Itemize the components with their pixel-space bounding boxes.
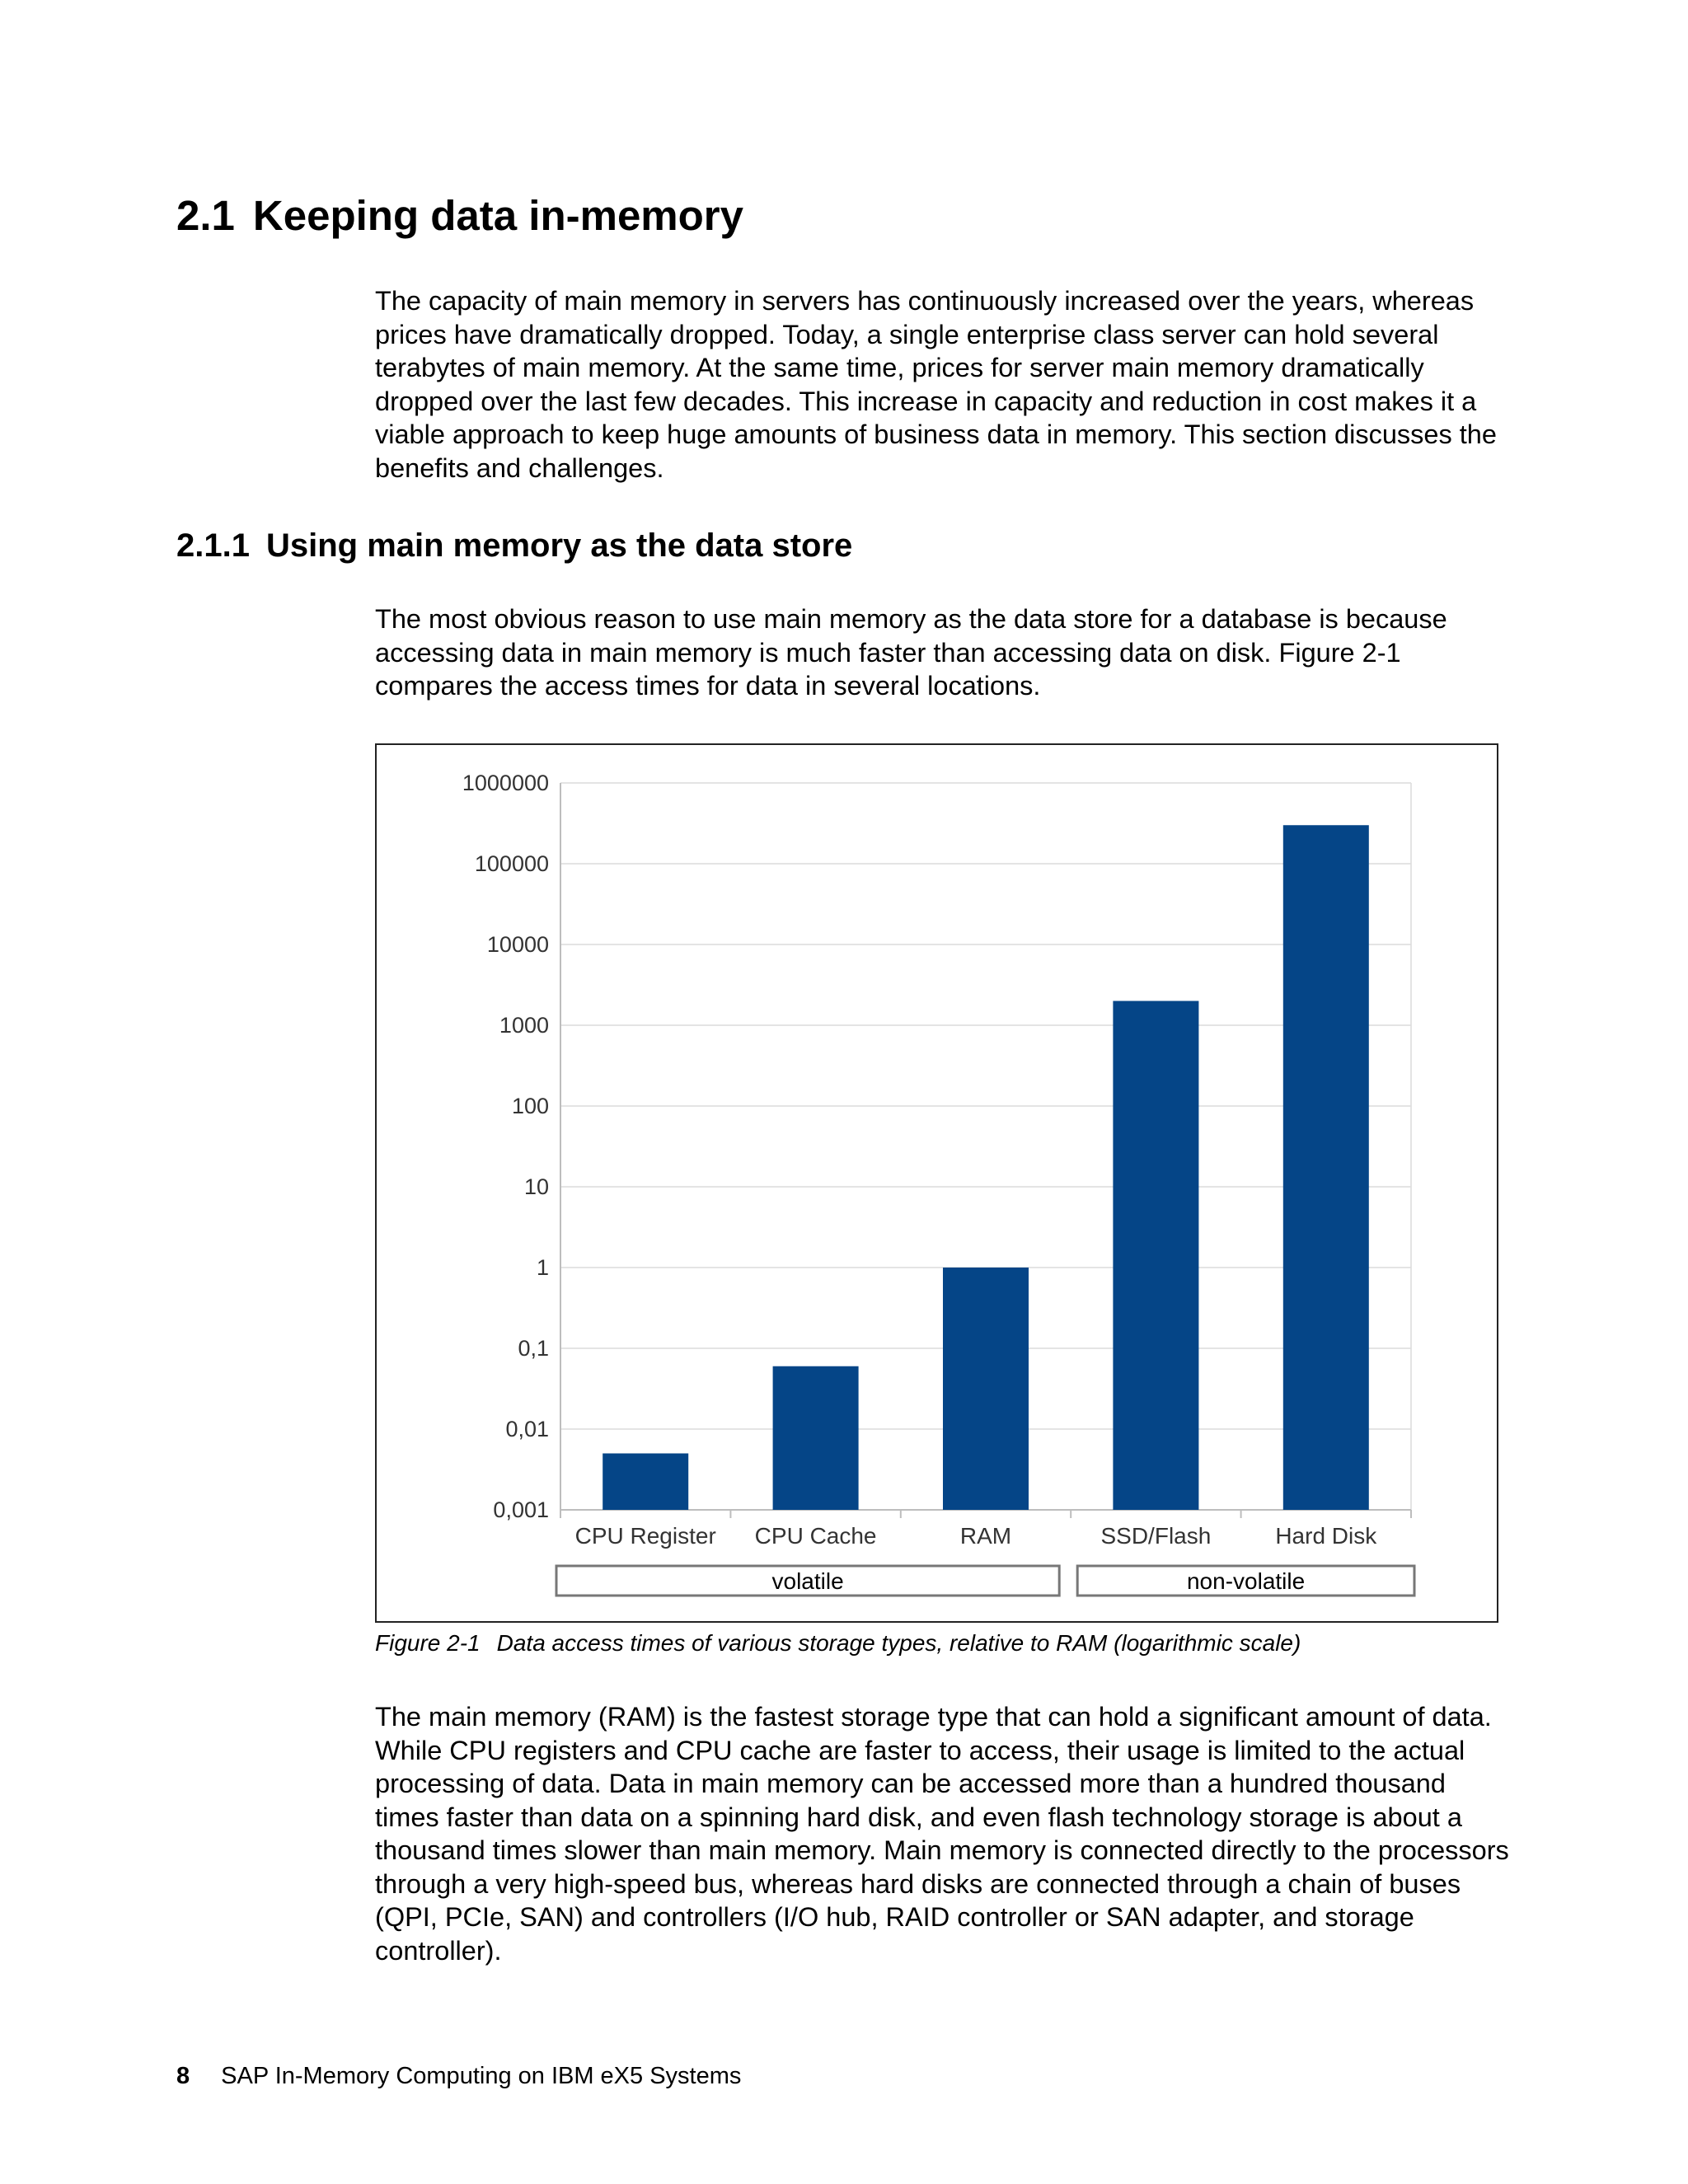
section-title: Keeping data in-memory: [252, 192, 744, 239]
subsection-paragraph: The most obvious reason to use main memory as the data store for a database is because accessing data in main memory is much faster than accessing data on disk. Figure 2-1 compares the access times for data in several locations.: [375, 604, 1447, 701]
section-paragraph: The capacity of main memory in servers has continuously increased over the years, whereas prices have dramatically dropped. Today, a single enterprise class server can hold several terabytes of main memory. At the same time, prices for server main memory dramatically dropped over the last few decades. This increase in capacity and reduction in cost makes it a viable approach to keep huge amounts of business data in memory. This section discusses the benefits and challenges.: [375, 286, 1497, 483]
bar-ssd-flash: [1113, 1001, 1198, 1510]
y-tick-label: 100: [511, 1094, 549, 1118]
figure-frame: [375, 743, 1498, 1623]
group-label: volatile: [771, 1568, 844, 1594]
category-label: CPU Cache: [754, 1523, 877, 1549]
y-tick-label: 100000: [474, 851, 549, 876]
y-tick-label: 0,1: [518, 1336, 549, 1361]
access-time-chart: [377, 745, 1500, 1624]
section-heading: [176, 191, 743, 240]
y-tick-label: 10000: [486, 932, 549, 957]
category-label: CPU Register: [574, 1523, 716, 1549]
y-tick-label: 10: [523, 1174, 549, 1199]
section-number: 2.1: [176, 192, 235, 239]
y-tick-label: 1000000: [462, 771, 549, 795]
group-label: non-volatile: [1186, 1568, 1306, 1594]
y-tick-label: 1: [536, 1255, 549, 1280]
figure-caption-text: Data access times of various storage types, relative to RAM (logarithmic scale): [496, 1630, 1301, 1656]
category-label: RAM: [959, 1523, 1012, 1549]
bar-cpu-cache: [773, 1366, 859, 1510]
bar-cpu-register: [603, 1454, 688, 1510]
subsection-title: Using main memory as the data store: [265, 527, 853, 564]
book-title: SAP In-Memory Computing on IBM eX5 Systems: [221, 2063, 742, 2089]
figure-label: Figure 2-1: [375, 1630, 481, 1656]
category-label: SSD/Flash: [1100, 1523, 1212, 1549]
category-label: Hard Disk: [1275, 1523, 1377, 1549]
figure-caption: [375, 1630, 1301, 1657]
page-number: 8: [176, 2063, 190, 2089]
page-footer: [176, 2063, 741, 2090]
closing-paragraph: The main memory (RAM) is the fastest storage type that can hold a significant amount of data. While CPU registers and CPU cache are faster to access, their usage is limited to the actual processing of data. Data in main memory can be accessed more than a hundred thousand times faster than data on a spinning hard disk, and even flash technology storage is about a thousand times slower than main memory. Main memory is connected directly to the processors through a very high-speed bus, whereas hard disks are connected through a chain of buses (QPI, PCIe, SAN) and controllers (I/O hub, RAID controller or SAN adapter, and storage controller).: [375, 1702, 1509, 1966]
y-tick-label: 0,001: [493, 1497, 549, 1522]
bar-ram: [943, 1268, 1029, 1510]
y-tick-label: 1000: [499, 1013, 549, 1038]
subsection-number: 2.1.1: [176, 527, 250, 564]
bar-hard-disk: [1283, 825, 1369, 1510]
y-tick-label: 0,01: [505, 1417, 549, 1441]
subsection-heading: [176, 527, 852, 565]
